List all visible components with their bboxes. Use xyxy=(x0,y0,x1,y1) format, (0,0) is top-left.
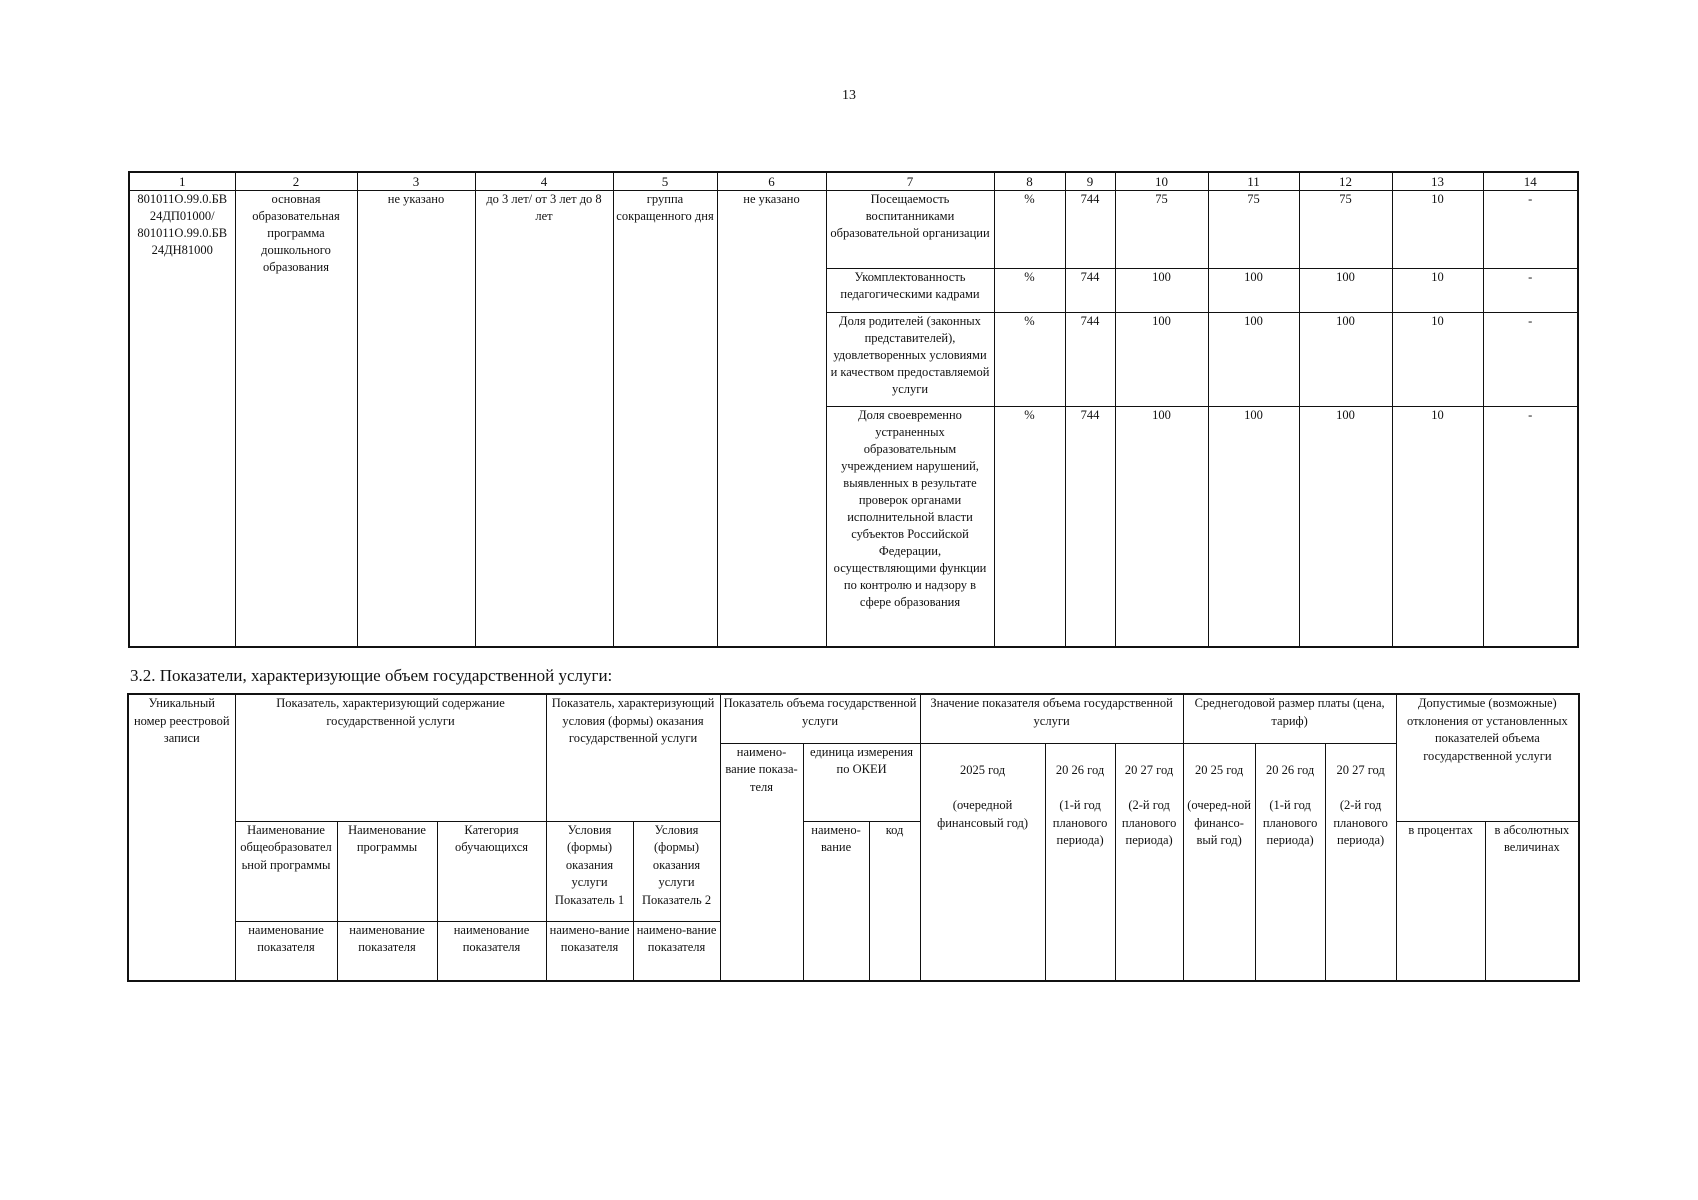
indicator-name-label: наименование показателя xyxy=(437,921,546,981)
year-label: 20 26 год xyxy=(1055,762,1105,777)
header-indicator-name: наимено-вание показа-теля xyxy=(720,743,803,981)
indicator-unit: % xyxy=(994,191,1065,269)
col-number: 5 xyxy=(613,172,717,191)
header-program-name: Наименование программы xyxy=(337,821,437,921)
year-note: (очередной финансовый год) xyxy=(937,798,1028,830)
header-year-2025 xyxy=(920,743,1045,981)
deviation-percent: 10 xyxy=(1392,407,1483,647)
col-number: 3 xyxy=(357,172,475,191)
indicator-name: Укомплектованность педагогическими кадрами xyxy=(826,269,994,313)
group-type: группа сокращенного дня xyxy=(613,191,717,647)
indicator-name-label: наименование показателя xyxy=(235,921,337,981)
col6-value: не указано xyxy=(717,191,826,647)
indicator-unit: % xyxy=(994,407,1065,647)
header-conditions-indicator: Показатель, характеризующий условия (формы) оказания государственной услуги xyxy=(546,694,720,821)
value-2026: 100 xyxy=(1208,269,1299,313)
header-deviation-absolute: в абсолютных величинах xyxy=(1485,821,1579,981)
page-number: 13 xyxy=(842,88,856,103)
col-number: 12 xyxy=(1299,172,1392,191)
deviation-absolute: - xyxy=(1483,313,1578,407)
header-volume-indicator: Показатель объема государственной услуги xyxy=(720,694,920,743)
header-condition-1: Условия (формы) оказания услуги Показатель 1 xyxy=(546,821,633,921)
header-student-category: Категория обучающихся xyxy=(437,821,546,921)
deviation-absolute: - xyxy=(1483,407,1578,647)
header-unit-okei: единица измерения по ОКЕИ xyxy=(803,743,920,821)
registry-code: 801011О.99.0.БВ 24ДП01000/ 801011О.99.0.БВ 24ДН81000 xyxy=(129,191,235,647)
header-unit-code: код xyxy=(869,821,920,981)
header-content-indicator: Показатель, характеризующий содержание государственной услуги xyxy=(235,694,546,821)
header-condition-2: Условия (формы) оказания услуги Показатель 2 xyxy=(633,821,720,921)
deviation-percent: 10 xyxy=(1392,269,1483,313)
value-2027: 75 xyxy=(1299,191,1392,269)
value-2025: 100 xyxy=(1115,313,1208,407)
value-2025: 100 xyxy=(1115,269,1208,313)
year-note: (1-й год планового периода) xyxy=(1052,798,1108,847)
year-note: (1-й год планового периода) xyxy=(1262,798,1318,847)
value-2026: 100 xyxy=(1208,313,1299,407)
deviation-absolute: - xyxy=(1483,191,1578,269)
year-label: 2025 год xyxy=(959,762,1006,777)
col-number: 1 xyxy=(129,172,235,191)
age-category: до 3 лет/ от 3 лет до 8 лет xyxy=(475,191,613,647)
col3-value: не указано xyxy=(357,191,475,647)
col-number: 11 xyxy=(1208,172,1299,191)
col-number: 13 xyxy=(1392,172,1483,191)
header-deviation-percent: в процентах xyxy=(1396,821,1485,981)
col-number: 2 xyxy=(235,172,357,191)
indicator-name-label: наименование показателя xyxy=(337,921,437,981)
column-number-row xyxy=(129,172,1578,191)
deviation-percent: 10 xyxy=(1392,313,1483,407)
col-number: 4 xyxy=(475,172,613,191)
indicator-name: Доля родителей (законных представителей), удовлетворенных условиями и качеством предоставляемой услуги xyxy=(826,313,994,407)
indicator-code: 744 xyxy=(1065,269,1115,313)
header-general-program-name: Наименование общеобразовательной программы xyxy=(235,821,337,921)
header-year-2027 xyxy=(1115,743,1183,981)
header-year-2026 xyxy=(1045,743,1115,981)
year-note: (очеред-ной финансо-вый год) xyxy=(1187,798,1251,847)
value-2027: 100 xyxy=(1299,407,1392,647)
indicator-name: Доля своевременно устраненных образовательным учреждением нарушений, выявленных в результате проверок органами исполнительной власти субъектов Российской Федерации, осуществляющими функции по контролю и надзору в сфере образования xyxy=(826,407,994,647)
header-unique-number: Уникальный номер реестровой записи xyxy=(128,694,235,981)
value-2027: 100 xyxy=(1299,313,1392,407)
header-allowed-deviation: Допустимые (возможные) отклонения от установленных показателей объема государственной услуги xyxy=(1396,694,1579,821)
value-2025: 100 xyxy=(1115,407,1208,647)
col-number: 10 xyxy=(1115,172,1208,191)
program-name: основная образовательная программа дошкольного образования xyxy=(235,191,357,647)
col-number: 9 xyxy=(1065,172,1115,191)
header-average-fee: Среднегодовой размер платы (цена, тариф) xyxy=(1183,694,1396,743)
header-fee-2026 xyxy=(1255,743,1325,981)
col-number: 14 xyxy=(1483,172,1578,191)
section-title: 3.2. Показатели, характеризующие объем государственной услуги: xyxy=(130,666,613,685)
table-row xyxy=(129,191,1578,269)
col-number: 6 xyxy=(717,172,826,191)
deviation-percent: 10 xyxy=(1392,191,1483,269)
header-fee-2025 xyxy=(1183,743,1255,981)
year-note: (2-й год планового периода) xyxy=(1121,798,1177,847)
header-fee-2027 xyxy=(1325,743,1396,981)
value-2027: 100 xyxy=(1299,269,1392,313)
deviation-absolute: - xyxy=(1483,269,1578,313)
indicator-name: Посещаемость воспитанниками образовательной организации xyxy=(826,191,994,269)
indicator-unit: % xyxy=(994,269,1065,313)
col-number: 7 xyxy=(826,172,994,191)
indicator-code: 744 xyxy=(1065,407,1115,647)
volume-indicators-table xyxy=(127,693,1580,982)
year-label: 20 25 год xyxy=(1194,762,1244,777)
indicator-name-label: наимено-вание показателя xyxy=(633,921,720,981)
indicator-code: 744 xyxy=(1065,191,1115,269)
value-2025: 75 xyxy=(1115,191,1208,269)
indicator-name-label: наимено-вание показателя xyxy=(546,921,633,981)
col-number: 8 xyxy=(994,172,1065,191)
indicator-code: 744 xyxy=(1065,313,1115,407)
header-volume-value: Значение показателя объема государственной услуги xyxy=(920,694,1183,743)
year-label: 20 27 год xyxy=(1124,762,1174,777)
quality-indicators-table xyxy=(128,171,1579,648)
indicator-unit: % xyxy=(994,313,1065,407)
value-2026: 100 xyxy=(1208,407,1299,647)
year-label: 20 27 год xyxy=(1336,762,1385,777)
year-note: (2-й год планового периода) xyxy=(1333,798,1388,847)
value-2026: 75 xyxy=(1208,191,1299,269)
header-unit-name: наимено-вание xyxy=(803,821,869,981)
year-label: 20 26 год xyxy=(1265,762,1315,777)
